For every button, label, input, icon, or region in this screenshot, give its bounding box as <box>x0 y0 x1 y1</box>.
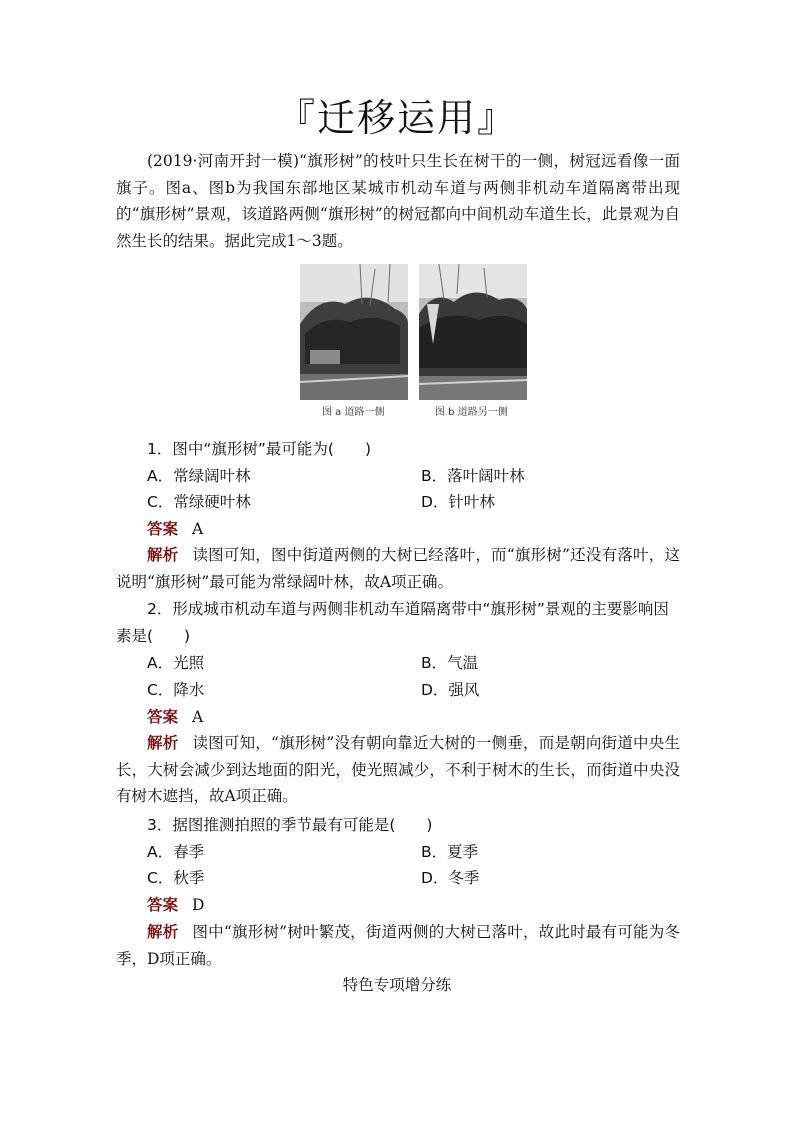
q3-option-d: D．冬季 <box>421 869 480 887</box>
caption-a: 图 a 道路一侧 <box>322 407 385 418</box>
q3-answer-value: D <box>192 896 205 914</box>
q1-option-b: B．落叶阔叶林 <box>421 467 525 485</box>
analysis-tag: 解析 <box>147 545 179 564</box>
answer-tag: 答案 <box>147 519 179 538</box>
q2-option-d: D．强风 <box>421 681 480 699</box>
photo-road-side-a <box>300 264 408 400</box>
analysis-tag: 解析 <box>147 922 179 941</box>
q2-answer <box>147 704 203 731</box>
q2-option-a: A．光照 <box>147 654 205 672</box>
q2-analysis-text: 读图可知，“旗形树”没有朝向靠近大树的一侧垂，而是朝向街道中央生长，大树会减少到达地面的阳光，使光照减少，不利于树木的生长，而街道中央没有树木遮挡，故A项正确。 <box>116 734 680 805</box>
photo-road-side-b <box>419 264 527 400</box>
q3-answer <box>147 892 204 919</box>
answer-tag: 答案 <box>147 895 179 914</box>
q1-option-a: A．常绿阔叶林 <box>147 467 251 485</box>
q3-option-c: C．秋季 <box>147 869 205 887</box>
section-footer-title: 特色专项增分练 <box>342 976 452 994</box>
q3-analysis-text: 图中“旗形树”树叶繁茂，街道两侧的大树已落叶，故此时最有可能为冬季，D项正确。 <box>116 923 680 968</box>
q1-analysis-text: 读图可知，图中街道两侧的大树已经落叶，而“旗形树”还没有落叶，这说明“旗形树”最可能为常绿阔叶林，故A项正确。 <box>116 546 680 591</box>
caption-b: 图 b 道路另一侧 <box>435 407 508 418</box>
q1-option-d: D．针叶林 <box>421 493 495 511</box>
tree-photo-b-image <box>419 264 527 400</box>
analysis-tag: 解析 <box>147 733 179 752</box>
question-2: 2．形成城市机动车道与两侧非机动车道隔离带中“旗形树”景观的主要影响因素是( ) <box>116 600 669 645</box>
q1-option-c: C．常绿硬叶林 <box>147 493 251 511</box>
q3-option-b: B．夏季 <box>421 843 479 861</box>
q1-answer-value: A <box>192 520 204 538</box>
q2-answer-value: A <box>192 708 204 726</box>
section-title: 『迁移运用』 <box>276 96 517 140</box>
q3-option-a: A．春季 <box>147 843 205 861</box>
question-3: 3．据图推测拍照的季节最有可能是( ) <box>147 816 433 834</box>
q2-option-b: B．气温 <box>421 654 479 672</box>
question-1: 1．图中“旗形树”最可能为( ) <box>147 440 372 458</box>
figure <box>296 264 530 426</box>
q3-analysis <box>116 919 680 972</box>
answer-tag: 答案 <box>147 707 179 726</box>
q1-analysis <box>116 542 680 595</box>
q2-analysis <box>116 730 680 810</box>
intro-paragraph: (2019·河南开封一模)“旗形树”的枝叶只生长在树干的一侧，树冠远看像一面旗子。图a、图b为我国东部地区某城市机动车道与两侧非机动车道隔离带出现的“旗形树”景观，该道路两侧“旗形树”的树冠都向中间机动车道生长，此景观为自然生长的结果。据此完成1～3题。 <box>116 152 680 250</box>
tree-photo-a-image <box>300 264 408 400</box>
q1-answer <box>147 516 203 543</box>
q2-option-c: C．降水 <box>147 681 205 699</box>
